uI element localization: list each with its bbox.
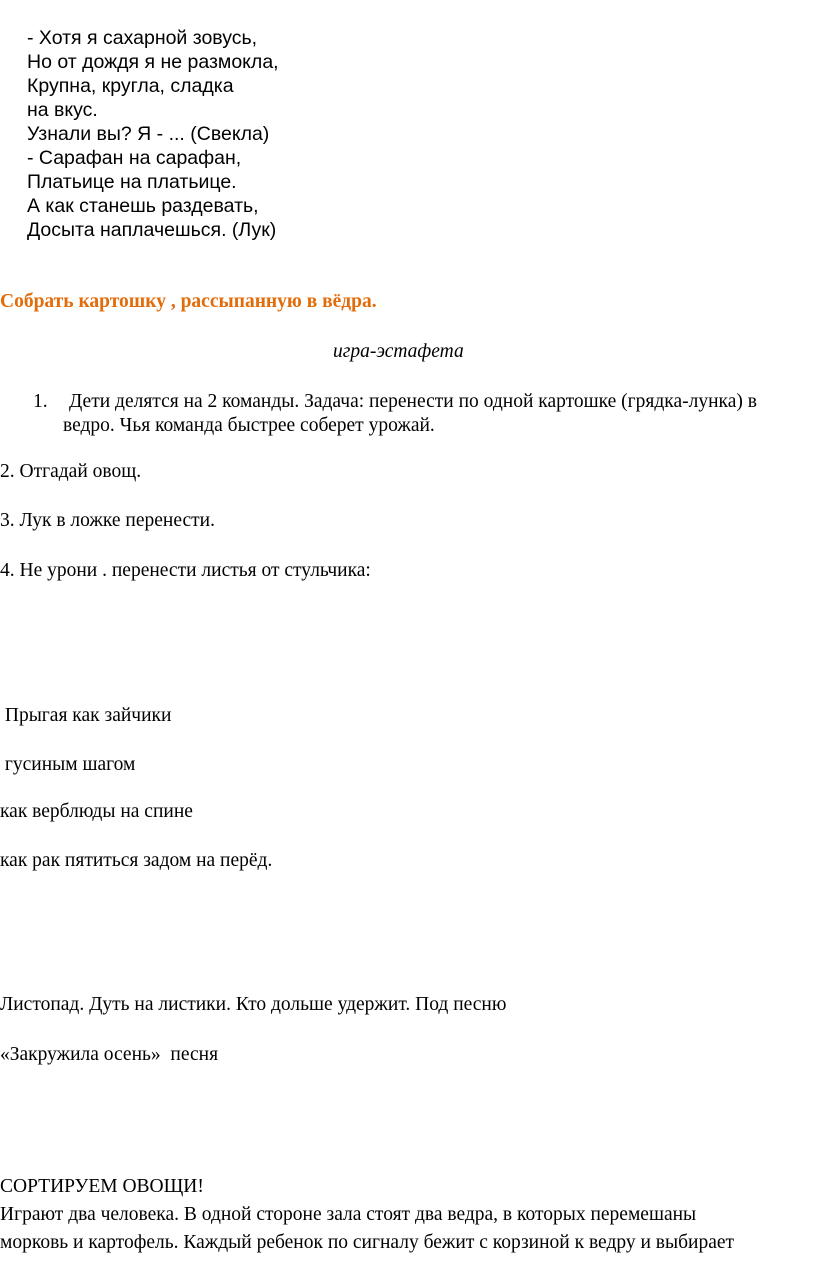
game-subtitle: игра-эстафета (333, 341, 464, 362)
leaf-fall-line-1: Листопад. Дуть на листики. Кто дольше удержит. Под песню (0, 994, 507, 1015)
list-item-2: 2. Отгадай овощ. (0, 461, 142, 482)
list-item-1-line-2: ведро. Чья команда быстрее соберет урожай. (63, 415, 435, 436)
list-item-1-number: 1. (33, 391, 48, 412)
leaf-fall-line-2: «Закружила осень» песня (0, 1044, 219, 1065)
game-heading: Собрать картошку , рассыпанную в вёдра. (0, 291, 377, 312)
riddle-line-7: Платьице на платьице. (27, 171, 237, 193)
riddle-line-3: Крупна, кругла, сладка (27, 75, 234, 97)
list-item-4: 4. Не урони . перенести листья от стульчика: (0, 560, 371, 581)
sorting-title: СОРТИРУЕМ ОВОЩИ! (0, 1176, 204, 1197)
movement-line-1: Прыгая как зайчики (0, 705, 172, 726)
sorting-line-2: морковь и картофель. Каждый ребенок по сигналу бежит с корзиной к ведру и выбирает (0, 1232, 735, 1253)
riddle-line-8: А как станешь раздевать, (27, 195, 259, 217)
riddle-line-5: Узнали вы? Я - ... (Свекла) (27, 123, 270, 145)
movement-line-3: как верблюды на спине (0, 801, 193, 822)
riddle-line-2: Но от дождя я не размокла, (27, 51, 279, 73)
sorting-line-1: Играют два человека. В одной стороне зала стоят два ведра, в которых перемешаны (0, 1204, 697, 1225)
movement-line-2: гусиным шагом (0, 754, 136, 775)
list-item-1-line-1: Дети делятся на 2 команды. Задача: перенести по одной картошке (грядка-лунка) в (69, 391, 757, 412)
riddle-line-9: Досыта наплачешься. (Лук) (27, 219, 277, 241)
riddle-line-6: - Сарафан на сарафан, (27, 147, 242, 169)
list-item-3: 3. Лук в ложке перенести. (0, 510, 215, 531)
riddle-line-1: - Хотя я сахарной зовусь, (27, 27, 258, 49)
movement-line-4: как рак пятиться задом на перёд. (0, 850, 273, 871)
riddle-line-4: на вкус. (27, 99, 98, 121)
